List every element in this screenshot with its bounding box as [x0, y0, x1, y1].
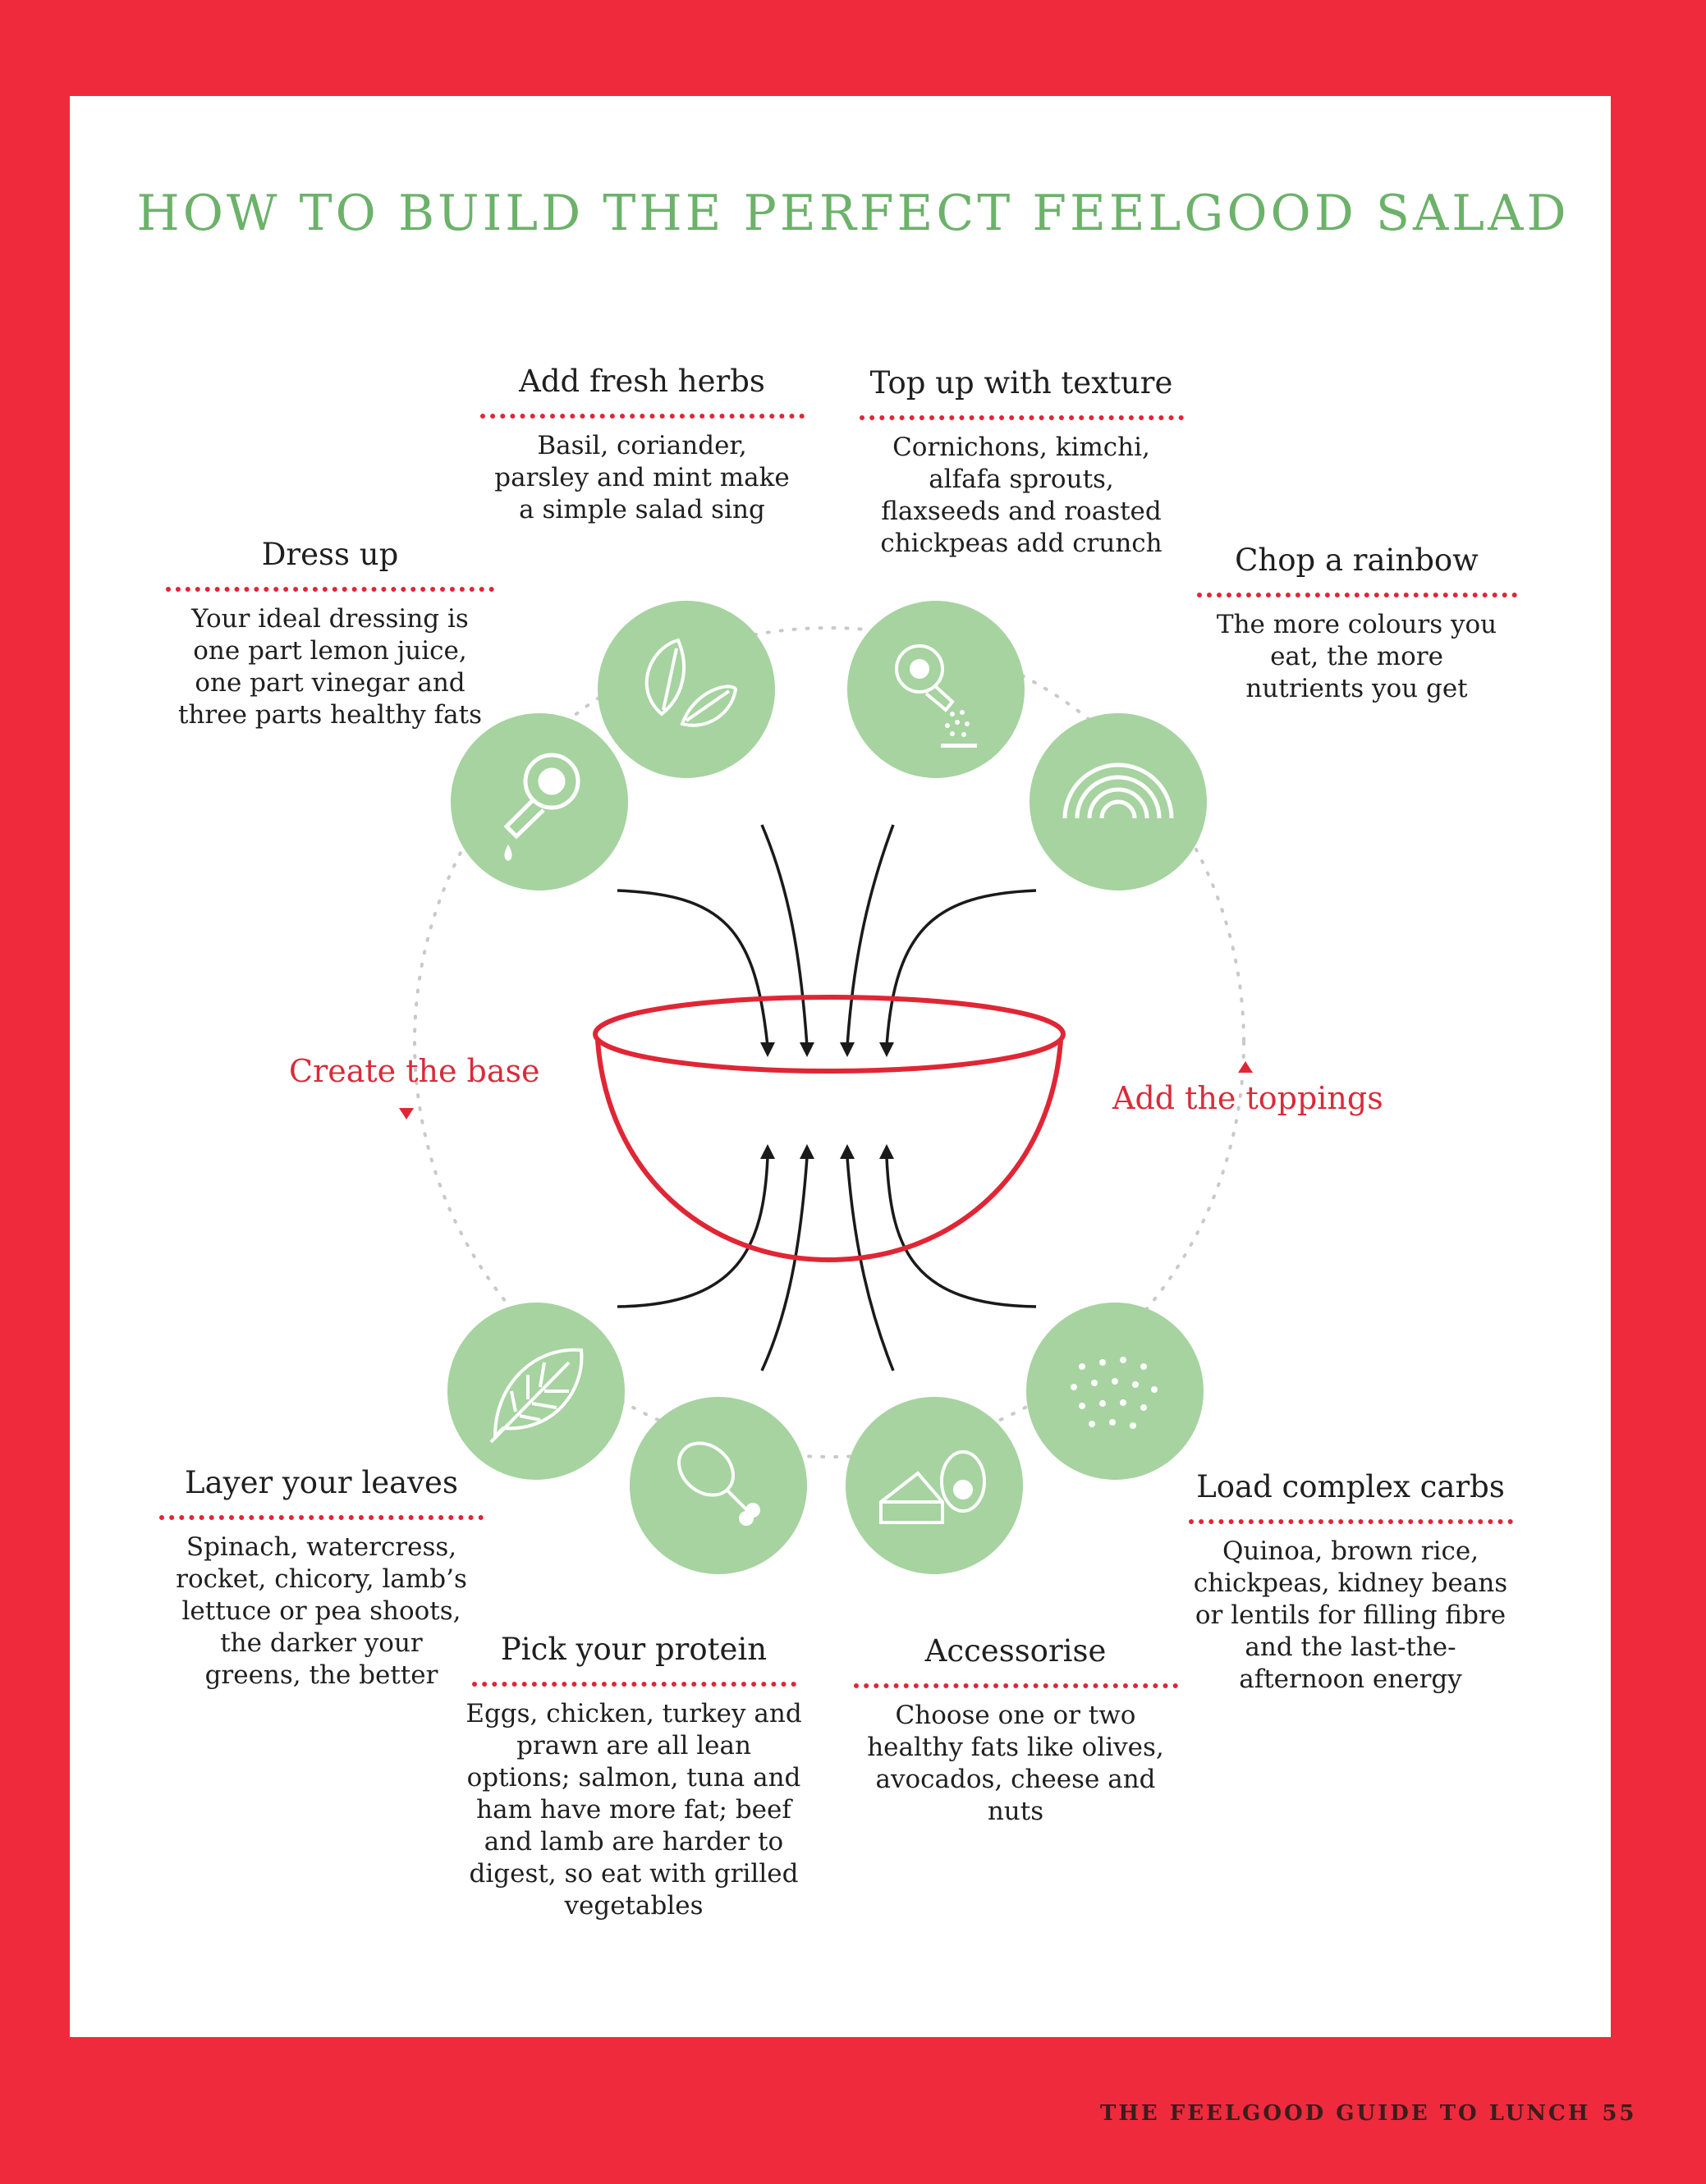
salad-bowl [595, 997, 1063, 1260]
step-heading: Top up with texture [869, 365, 1173, 401]
icon-circle-dress [451, 713, 628, 891]
step-description: Basil, coriander, parsley and mint make a simple salad sing [494, 431, 790, 524]
incoming-arrows-top [617, 825, 1036, 1046]
icon-circle-accessorise [846, 1397, 1023, 1574]
step-chop-rainbow [1195, 540, 1519, 705]
base-arrow-down-icon [399, 1108, 414, 1119]
dotted-divider [166, 587, 494, 592]
step-description: Spinach, watercress, rocket, chicory, lamb’s lettuce or pea shoots, the darker your greens, the better [176, 1532, 467, 1690]
icon-circle-carbs [1026, 1303, 1204, 1480]
arrowheads-top [760, 1042, 894, 1057]
step-add-fresh-herbs [478, 361, 806, 526]
icon-circle-texture [847, 601, 1025, 778]
icon-circle-rainbow [1030, 713, 1207, 891]
step-description: Quinoa, brown rice, chickpeas, kidney beans or lentils for filling fibre and the last-the-afternoon energy [1193, 1536, 1508, 1694]
step-heading: Load complex carbs [1196, 1469, 1505, 1504]
step-description: The more colours you eat, the more nutrients you get [1216, 610, 1497, 703]
step-heading: Layer your leaves [185, 1465, 458, 1500]
toppings-arrow-up-icon [1238, 1061, 1253, 1073]
page-footer [1100, 2101, 1637, 2126]
icon-circle-leaves [447, 1303, 625, 1480]
step-pick-protein [465, 1629, 802, 1922]
step-description: Your ideal dressing is one part lemon juice, one part vinegar and three parts healthy fats [178, 604, 482, 730]
step-description: Eggs, chicken, turkey and prawn are all lean options; salmon, tuna and ham have more fat; beef and lamb are harder to digest, so eat with grilled vegetables [465, 1699, 802, 1921]
step-top-up-texture [857, 363, 1185, 560]
create-base-label: Create the base [289, 1053, 540, 1089]
dotted-divider [480, 414, 805, 419]
dotted-divider [159, 1515, 484, 1520]
step-dress-up [166, 534, 494, 731]
dotted-divider [854, 1683, 1178, 1688]
step-heading: Add fresh herbs [519, 364, 765, 399]
icon-circle-herbs [598, 601, 775, 778]
step-description: Choose one or two healthy fats like olives, avocados, cheese and nuts [867, 1701, 1164, 1826]
arrowheads-bottom [760, 1144, 894, 1159]
step-heading: Chop a rainbow [1235, 543, 1479, 578]
dotted-divider [1189, 1519, 1513, 1524]
dotted-divider [472, 1682, 796, 1687]
footer-title: THE FEELGOOD GUIDE TO LUNCH [1100, 2101, 1591, 2126]
dotted-divider [1197, 593, 1517, 598]
step-heading: Pick your protein [500, 1632, 768, 1667]
step-load-complex-carbs [1186, 1467, 1515, 1696]
incoming-arrows-bottom [617, 1157, 1036, 1371]
step-accessorise [851, 1631, 1180, 1828]
dotted-divider [860, 415, 1184, 420]
page-title: HOW TO BUILD THE PERFECT FEELGOOD SALAD [136, 185, 1570, 242]
step-heading: Accessorise [924, 1633, 1107, 1669]
icon-circle-protein [630, 1397, 807, 1574]
step-description: Cornichons, kimchi, alfafa sprouts, flaxseeds and roasted chickpeas add crunch [880, 433, 1163, 558]
add-toppings-label: Add the toppings [1112, 1080, 1383, 1116]
step-heading: Dress up [261, 537, 399, 572]
page-number: 55 [1602, 2101, 1637, 2126]
step-layer-leaves [159, 1463, 484, 1692]
